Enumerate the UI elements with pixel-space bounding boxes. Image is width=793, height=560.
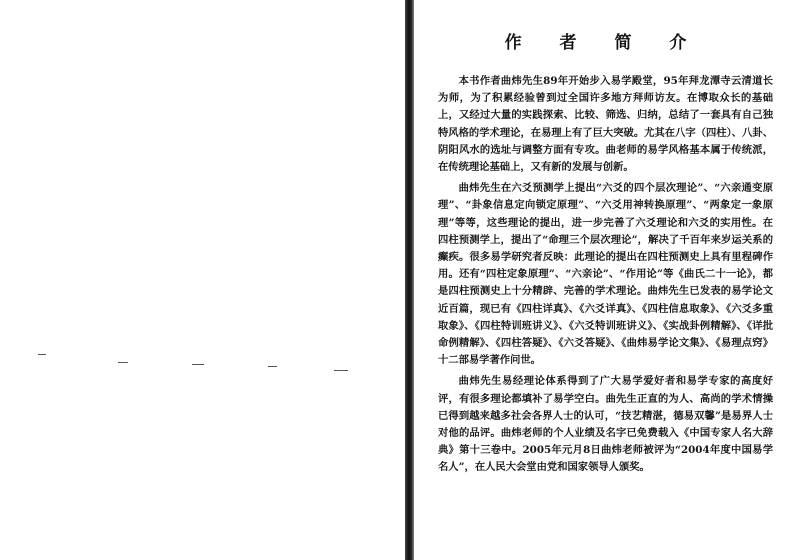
right-page [414, 0, 793, 560]
bio-paragraph-2: 曲炜先生在六爻预测学上提出“六爻的四个层次理论”、“六亲通变原理”、“卦象信息定向锁定原理”、“六爻用神转换原理”、“两象定一象原理”等等，这些理论的提出，进一步完善了六爻理论和六爻的实用性。在四柱预测学上，提出了“命理三个层次理论”，解决了千百年来岁运关系的癫疾。很多易学研究者反映：此理论的提出在四柱预测史上具有里程碑作用。还有“四柱定象原理”、“六亲论”、“作用论”等《曲氏二十一论》，都是四柱预测史上十分精辟、完善的学术理论。曲炜先生已发表的易学论文近百篇，现已有《四柱详真》、《六爻详真》、《四柱信息取象》、《六爻多重取象》、《四柱特训班讲义》、《六爻特训班讲义》、《实战卦例精解》、《详批命例精解》、《四柱答疑》、《六爻答疑》、《曲炜易学论文集》、《易理点窍》十二部易学著作问世。 [438, 182, 773, 367]
author-bio-text [438, 73, 773, 481]
bio-paragraph-1: 本书作者曲炜先生89年开始步入易学殿堂，95年拜龙潭寺云清道长为师，为了积累经验曾到过全国许多地方拜师访友。在博取众长的基础上，又经过大量的实践探索、比较、筛选、归纳，总结了一套具有自己独特风格的学术理论，在易理上有了巨大突破。尤其在八字（四柱）、八卦、阴阳风水的选址与调整方面有专攻。曲老师的易学风格基本属于传统派，在传统理论基础上，又有新的发展与创新。 [438, 75, 773, 174]
scan-speck [334, 370, 348, 371]
scan-speck [268, 366, 277, 367]
book-spine-gutter [405, 0, 414, 560]
scan-speck [192, 364, 204, 365]
page-title: 作 者 简 介 [504, 33, 703, 53]
scan-speck [118, 362, 128, 363]
scan-speck [38, 354, 46, 355]
bio-paragraph-3: 曲炜先生易经理论体系得到了广大易学爱好者和易学专家的高度好评，有很多理论都填补了易学空白。曲先生正直的为人、高尚的学术情操已得到越来越多社会各界人士的认可，“技艺精湛，德易双馨”是易界人士对他的品评。曲炜老师的个人业绩及名字已免费载入《中国专家人名大辞典》第十三卷中。2005年元月8日曲炜老师被评为“2004年度中国易学名人”，在人民大会堂由党和国家领导人颁奖。 [438, 375, 773, 474]
